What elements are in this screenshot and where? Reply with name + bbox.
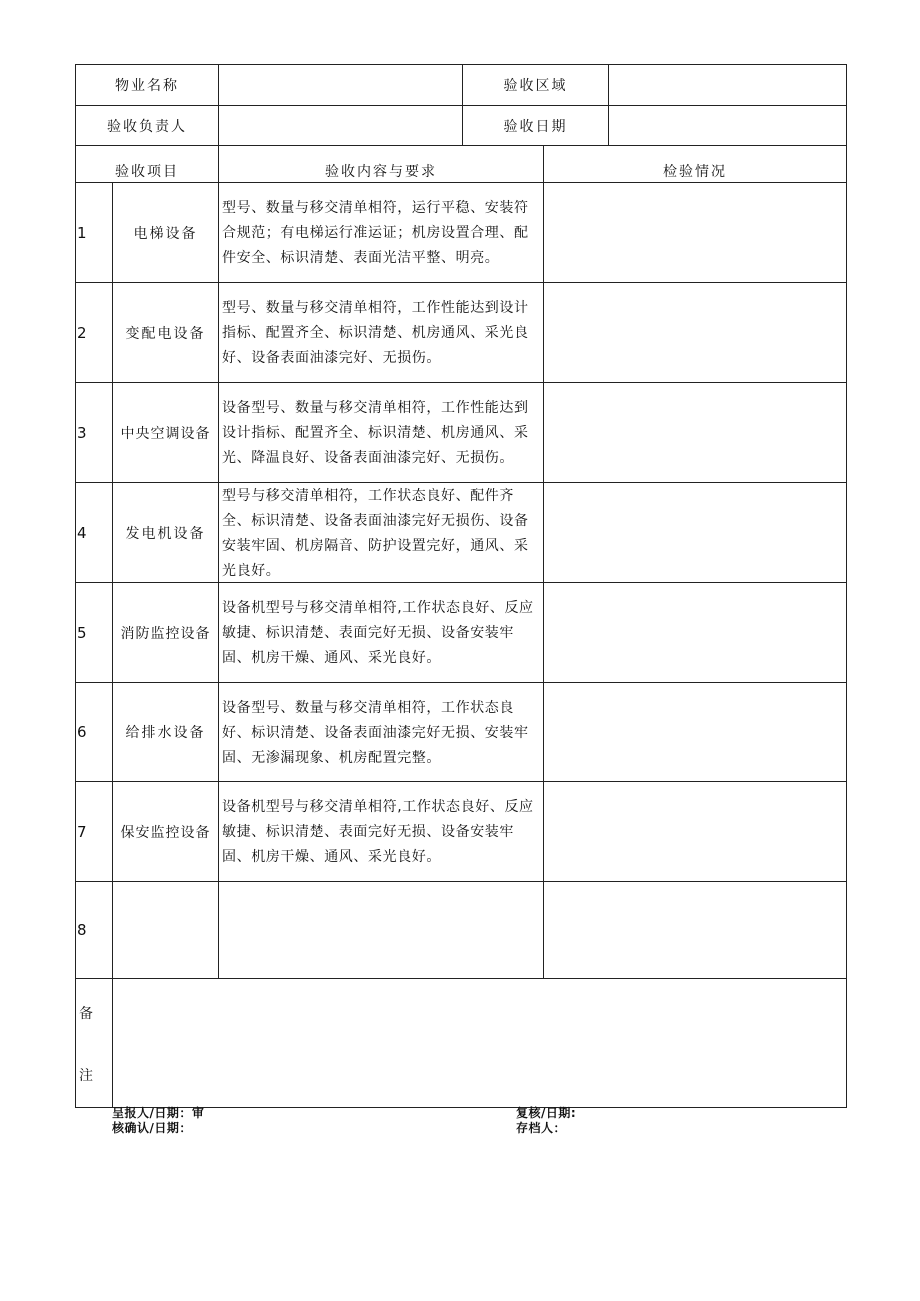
row-number: 1 xyxy=(77,223,87,242)
footer-confirm: 核确认/日期： xyxy=(112,1121,192,1135)
row-content-text: 型号与移交清单相符，工作状态良好、配件齐全、标识清楚、设备表面油漆完好无损伤、设备安装牢固、机房隔音、防护设置完好，通风、采光良好。 xyxy=(222,487,529,579)
table-row xyxy=(75,881,847,978)
date-label: 验收日期 xyxy=(462,106,608,145)
table-row xyxy=(75,482,847,582)
row-result-field[interactable] xyxy=(543,483,846,582)
footer-right xyxy=(516,1106,576,1136)
area-field[interactable] xyxy=(608,65,846,105)
remarks-row xyxy=(75,978,847,1108)
header-row-property xyxy=(75,64,847,105)
row-content xyxy=(218,583,543,682)
row-content xyxy=(218,183,543,282)
row-content-text: 型号、数量与移交清单相符，运行平稳、安装符合规范；有电梯运行准运证；机房设置合理、配件安全、标识清楚、表面光洁平整、明亮。 xyxy=(222,200,529,266)
property-name-label: 物业名称 xyxy=(115,78,179,94)
column-item: 验收项目 xyxy=(115,164,179,180)
row-number: 7 xyxy=(77,822,87,841)
row-item: 变配电设备 xyxy=(112,283,218,382)
date-field[interactable] xyxy=(608,106,846,145)
acceptance-form xyxy=(75,64,847,1108)
footer-left xyxy=(112,1106,204,1136)
remarks-label-char-2: 注 xyxy=(79,1068,93,1084)
row-number: 5 xyxy=(77,623,87,642)
row-item: 消防监控设备 xyxy=(112,583,218,682)
row-content xyxy=(218,782,543,881)
table-row xyxy=(75,582,847,682)
row-content-text: 设备机型号与移交清单相符,工作状态良好、反应敏捷、标识清楚、表面完好无损、设备安装牢固、机房干燥、通风、采光良好。 xyxy=(222,799,534,865)
row-content[interactable] xyxy=(218,882,543,978)
remarks-label xyxy=(76,979,112,1107)
person-field[interactable] xyxy=(218,106,462,145)
row-result-field[interactable] xyxy=(543,583,846,682)
row-number: 3 xyxy=(77,423,87,442)
area-label: 验收区域 xyxy=(462,65,608,105)
row-number: 4 xyxy=(77,523,87,542)
table-row xyxy=(75,682,847,781)
row-content xyxy=(218,683,543,781)
table-row xyxy=(75,282,847,382)
row-item: 给排水设备 xyxy=(112,683,218,781)
property-name-field[interactable] xyxy=(218,65,462,105)
row-result-field[interactable] xyxy=(543,683,846,781)
table-row xyxy=(75,182,847,282)
footer-submitter: 呈报人/日期：审 xyxy=(112,1106,205,1120)
row-number: 2 xyxy=(77,323,87,342)
footer-archivist: 存档人： xyxy=(516,1121,567,1135)
row-content-text: 型号、数量与移交清单相符，工作性能达到设计指标、配置齐全、标识清楚、机房通风、采光良好、设备表面油漆完好、无损伤。 xyxy=(222,300,529,366)
row-content-text: 设备型号、数量与移交清单相符，工作状态良好、标识清楚、设备表面油漆完好无损、安装牢固、无渗漏现象、机房配置完整。 xyxy=(222,699,529,766)
row-item: 电梯设备 xyxy=(112,183,218,282)
table-row xyxy=(75,781,847,881)
footer-review: 复核/日期: xyxy=(516,1106,577,1120)
row-content-text: 设备型号、数量与移交清单相符，工作性能达到设计指标、配置齐全、标识清楚、机房通风、采光、降温良好、设备表面油漆完好、无损伤。 xyxy=(222,400,529,466)
column-header-row xyxy=(75,145,847,182)
row-result-field[interactable] xyxy=(543,782,846,881)
person-label: 验收负责人 xyxy=(107,118,187,135)
row-result-field[interactable] xyxy=(543,283,846,382)
row-content xyxy=(218,483,543,582)
row-content-text: 设备机型号与移交清单相符,工作状态良好、反应敏捷、标识清楚、表面完好无损、设备安装牢固、机房干燥、通风、采光良好。 xyxy=(222,600,534,666)
column-result: 检验情况 xyxy=(543,146,846,182)
row-number: 6 xyxy=(77,723,87,741)
header-row-person xyxy=(75,105,847,145)
row-item: 中央空调设备 xyxy=(112,383,218,482)
row-content xyxy=(218,383,543,482)
row-item[interactable] xyxy=(112,882,218,978)
remarks-label-char-1: 备 xyxy=(79,1006,93,1022)
row-content xyxy=(218,283,543,382)
row-result-field[interactable] xyxy=(543,882,846,978)
row-result-field[interactable] xyxy=(543,183,846,282)
row-number: 8 xyxy=(77,921,87,939)
row-item: 保安监控设备 xyxy=(112,782,218,881)
remarks-field[interactable] xyxy=(112,979,846,1107)
row-item: 发电机设备 xyxy=(112,483,218,582)
table-row xyxy=(75,382,847,482)
column-content: 验收内容与要求 xyxy=(218,146,543,182)
row-result-field[interactable] xyxy=(543,383,846,482)
